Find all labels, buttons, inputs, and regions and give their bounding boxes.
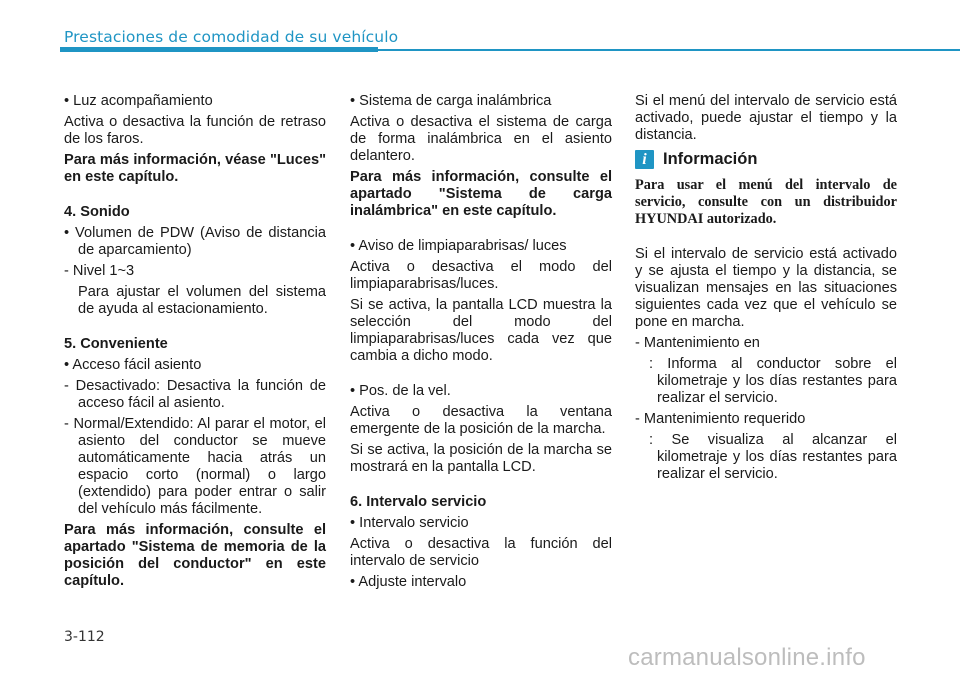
reference-note: Para más información, consulte el apartado "Sistema de memoria de la posición del conductor" en este capítulo. <box>64 522 326 589</box>
reference-note: Para más información, véase "Luces" en este capítulo. <box>64 152 326 185</box>
sub-item-desactivado: - Desactivado: Desactiva la función de acceso fácil al asiento. <box>64 378 326 411</box>
info-text: Para usar el menú del intervalo de servicio, consulte con un distribuidor HYUNDAI autorizado. <box>635 177 897 227</box>
section-header: Prestaciones de comodidad de su vehículo <box>64 28 399 46</box>
paragraph: Si se activa, la pantalla LCD muestra la selección del modo del limpiaparabrisas/luces cada vez que cambia a dicho modo. <box>350 297 612 364</box>
item-pos-vel: • Pos. de la vel. <box>350 383 451 399</box>
item-carga-inalambrica: • Sistema de carga inalámbrica <box>350 93 552 109</box>
paragraph: Para ajustar el volumen del sistema de ayuda al estacionamiento. <box>78 284 326 317</box>
item-volumen-pdw: • Volumen de PDW (Aviso de distancia de aparcamiento) <box>64 225 326 258</box>
sub-item-description: : Se visualiza al alcanzar el kilometraje y los días restantes para realizar el servicio. <box>649 432 897 482</box>
info-icon: i <box>635 150 654 169</box>
column-left <box>64 93 326 594</box>
header-rule-thick <box>60 47 378 52</box>
watermark: carmanualsonline.info <box>628 644 866 671</box>
sub-item-description: : Informa al conductor sobre el kilometraje y los días restantes para realizar el servicio. <box>649 356 897 406</box>
item-acceso-facil: • Acceso fácil asiento <box>64 357 202 373</box>
page-number: 3-112 <box>64 629 105 645</box>
header-rule-thin <box>378 49 960 51</box>
paragraph: Activa o desactiva la ventana emergente de la posición de la marcha. <box>350 404 612 437</box>
paragraph: Si se activa, la posición de la marcha se mostrará en la pantalla LCD. <box>350 442 612 475</box>
info-title: Información <box>663 150 758 168</box>
paragraph: Si el intervalo de servicio está activado y se ajusta el tiempo y la distancia, se visualizan mensajes en las situaciones siguientes cada vez que el vehículo se pone en marcha. <box>635 246 897 330</box>
paragraph: Si el menú del intervalo de servicio está activado, puede ajustar el tiempo y la distancia. <box>635 93 897 143</box>
section-heading-conveniente: 5. Conveniente <box>64 336 168 352</box>
item-aviso-limpiaparabrisas: • Aviso de limpiaparabrisas/ luces <box>350 238 567 254</box>
paragraph: Activa o desactiva la función de retraso de los faros. <box>64 114 326 147</box>
item-adjuste-intervalo: • Adjuste intervalo <box>350 574 467 590</box>
column-right <box>635 93 897 487</box>
paragraph: Activa o desactiva el modo del limpiaparabrisas/luces. <box>350 259 612 292</box>
paragraph: Activa o desactiva la función del intervalo de servicio <box>350 536 612 569</box>
section-heading-intervalo: 6. Intervalo servicio <box>350 494 487 510</box>
item-intervalo-servicio: • Intervalo servicio <box>350 515 469 531</box>
info-box-header <box>635 150 897 169</box>
sub-item-mantenimiento-requerido: - Mantenimiento requerido <box>635 411 806 427</box>
sub-item-normal-extendido: - Normal/Extendido: Al parar el motor, el asiento del conductor se mueve automáticamente hacia atrás un espacio corto (normal) o largo (extendido) para poder entrar o salir del vehículo más fácilmente. <box>64 416 326 517</box>
item-luz-acompanamiento: • Luz acompañamiento <box>64 93 213 109</box>
sub-item-mantenimiento-en: - Mantenimiento en <box>635 335 760 351</box>
paragraph: Activa o desactiva el sistema de carga de forma inalámbrica en el asiento delantero. <box>350 114 612 164</box>
reference-note: Para más información, consulte el apartado "Sistema de carga inalámbrica" en este capítulo. <box>350 169 612 219</box>
column-middle <box>350 93 612 595</box>
section-heading-sonido: 4. Sonido <box>64 204 130 220</box>
sub-item-nivel: - Nivel 1~3 <box>64 263 135 279</box>
